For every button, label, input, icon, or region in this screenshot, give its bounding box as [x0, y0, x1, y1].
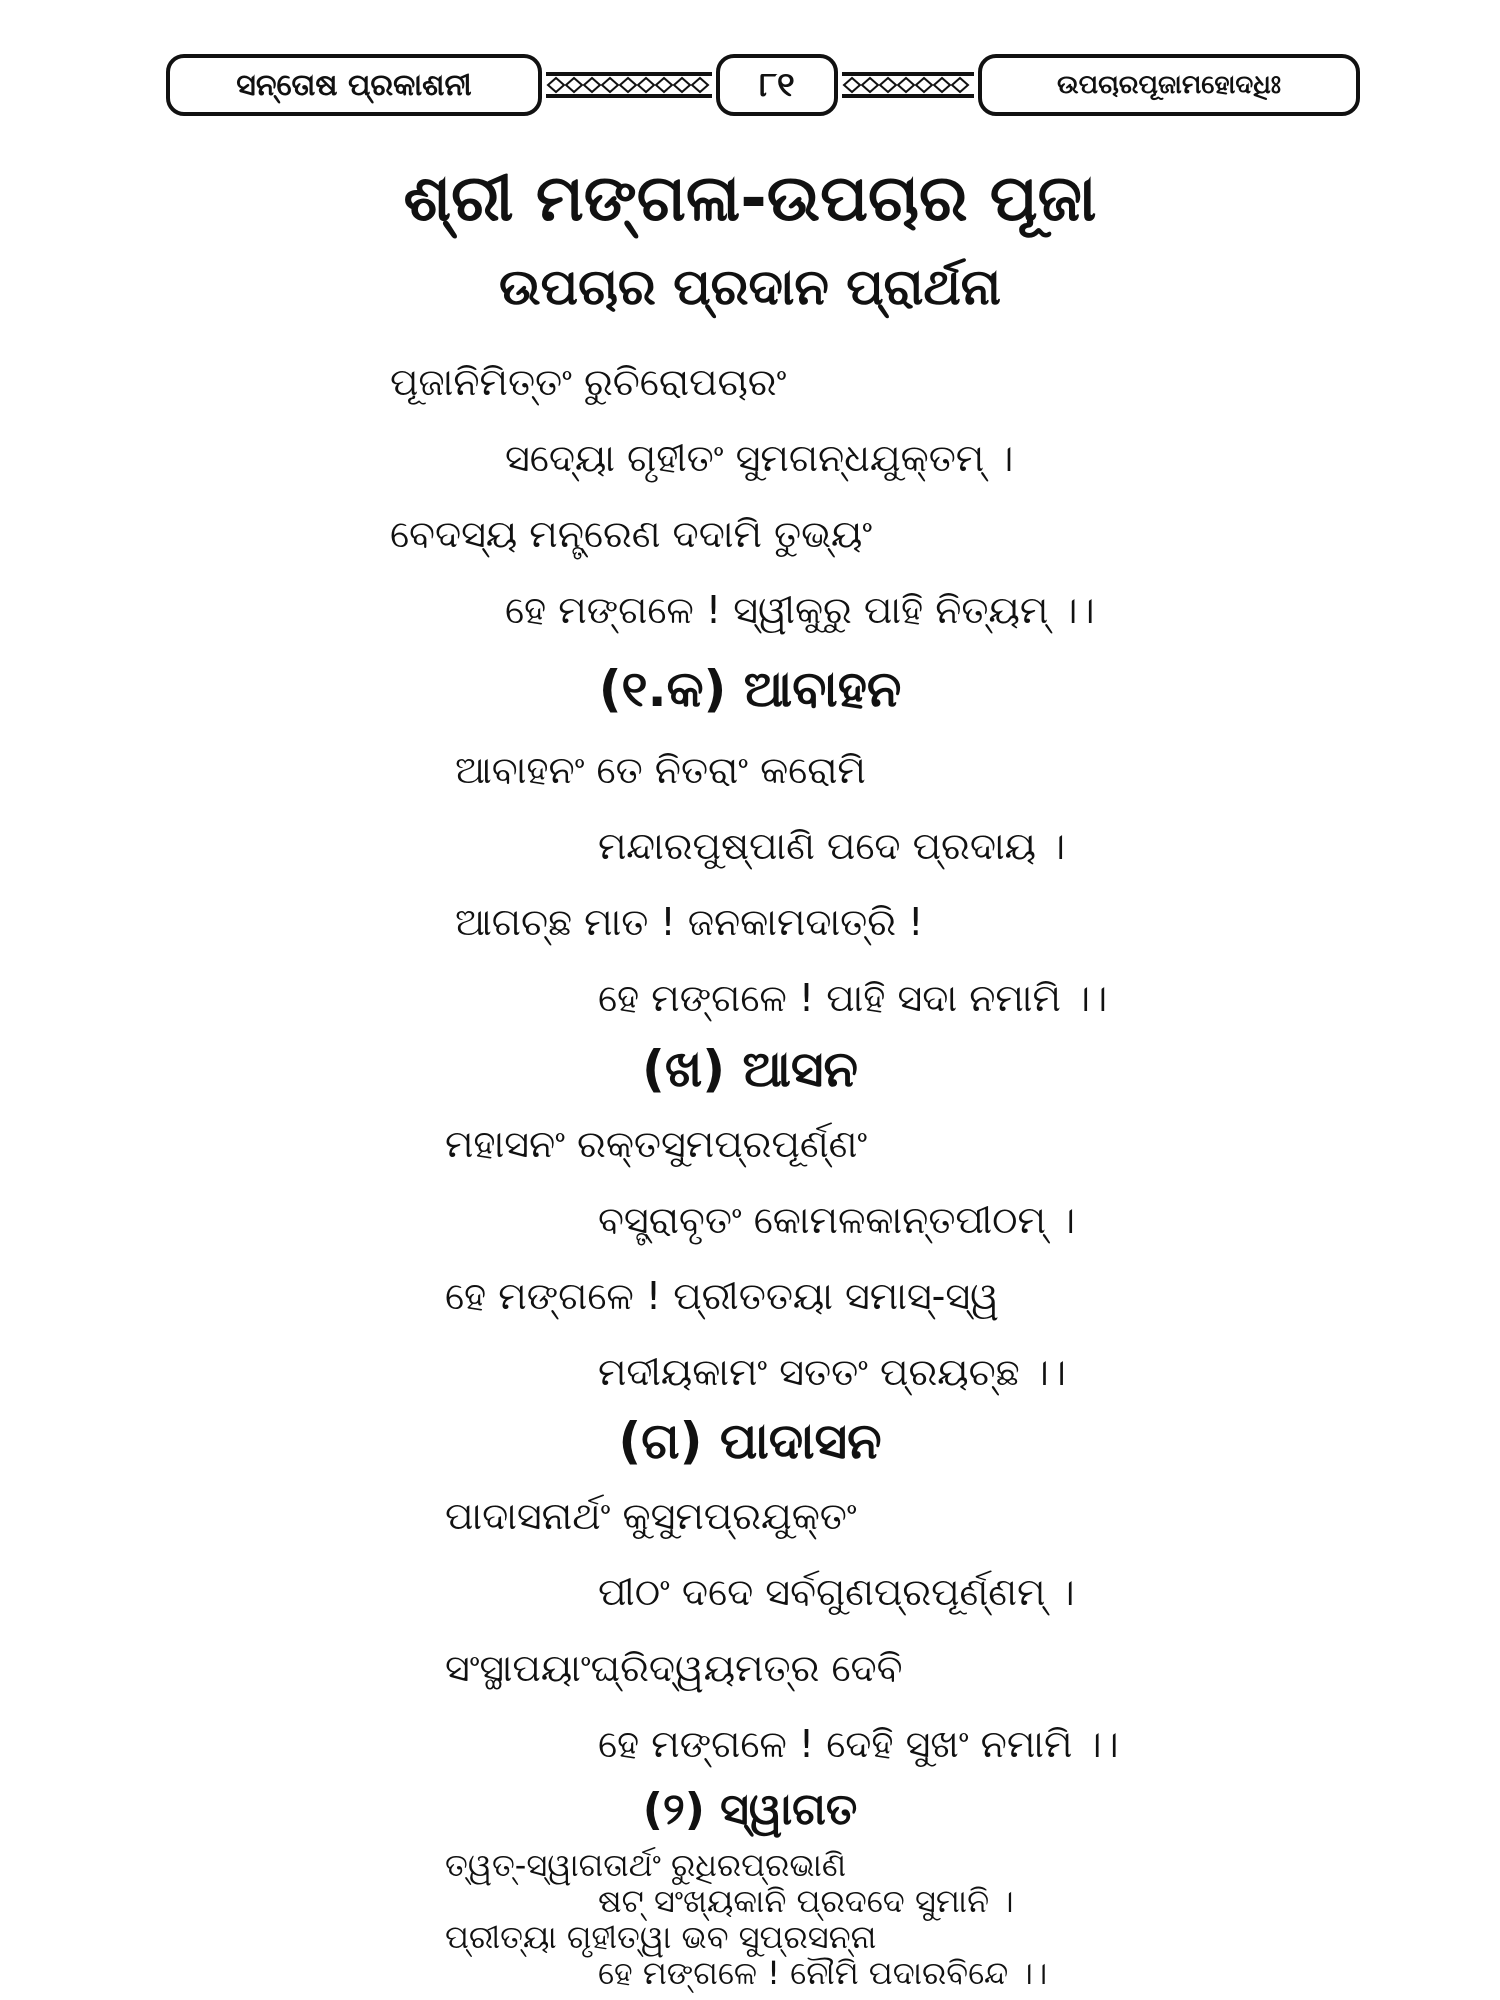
- publisher-label: ସନ୍ତୋଷ ପ୍ରକାଶନୀ: [166, 54, 542, 116]
- book-title-label: ଉପଚାରପୂଜାମହୋଦଧିଃ: [978, 54, 1360, 116]
- verse-line: ତ୍ୱତ୍-ସ୍ୱାଗତାର୍ଥଂ ରୁଧିରପ୍ରଭାଣି: [445, 1846, 847, 1884]
- verse-line: ହେ ମଙ୍ଗଳେ ! ଦେହି ସୁଖଂ ନମାମି ।।: [598, 1722, 1119, 1766]
- verse-line: ପ୍ରୀତ୍ୟା ଗୃହୀତ୍ୱା ଭବ ସୁପ୍ରସନ୍ନା: [445, 1918, 877, 1956]
- verse-line: ଆଗଚ୍ଛ ମାତ ! ଜନକାମଦାତ୍ରି !: [455, 900, 924, 944]
- verse-line: ମଦୀୟକାମଂ ସତତଂ ପ୍ରୟଚ୍ଛ ।।: [598, 1350, 1066, 1394]
- verse-line: ପାଦାସନାର୍ଥଂ କୁସୁମପ୍ରଯୁକ୍ତଂ: [445, 1494, 857, 1538]
- section-heading: (୨) ସ୍ୱାଗତ: [642, 1784, 858, 1835]
- verse-line: ମହାସନଂ ରକ୍ତସୁମପ୍ରପୂର୍ଣ୍ଣଂ: [445, 1122, 868, 1166]
- verse-line: ବେଦସ୍ୟ ମନ୍ତ୍ରେଣ ଦଦାମି ତୁଭ୍ୟଂ: [390, 512, 873, 556]
- verse-line: ଆବାହନଂ ତେ ନିତରାଂ କରୋମି: [455, 748, 866, 792]
- verse-line: ବସ୍ତ୍ରାବୃତଂ କୋମଳକାନ୍ତପୀଠମ୍ ।: [598, 1198, 1076, 1242]
- header-ornament-right: [842, 72, 974, 98]
- section-heading: (୧.କ) ଆବାହନ: [598, 660, 902, 718]
- verse-line: ହେ ମଙ୍ଗଳେ ! ପାହି ସଦା ନମାମି ।।: [598, 976, 1108, 1020]
- verse-line: ଷଟ୍ ସଂଖ୍ୟକାନି ପ୍ରଦଦେ ସୁମାନି ।: [598, 1882, 1014, 1920]
- verse-line: ମନ୍ଦାରପୁଷ୍ପାଣି ପଦେ ପ୍ରଦାୟ ।: [598, 824, 1066, 868]
- verse-line: ହେ ମଙ୍ଗଳେ ! ସ୍ୱୀକୁରୁ ପାହି ନିତ୍ୟମ୍ ।।: [505, 588, 1095, 632]
- verse-line: ପୂଜାନିମିତ୍ତଂ ରୁଚିରୋପଚାରଂ: [390, 360, 787, 404]
- page-number: ୮୧: [716, 54, 838, 116]
- verse-line: ହେ ମଙ୍ଗଳେ ! ପ୍ରୀତତୟା ସମାସ୍-ସ୍ୱ: [445, 1274, 999, 1318]
- page-title: ଶ୍ରୀ ମଙ୍ଗଳା-ଉପଚାର ପୂଜା: [403, 162, 1097, 236]
- page-header: [166, 54, 1366, 126]
- page-subtitle: ଉପଚାର ପ୍ରଦାନ ପ୍ରାର୍ଥନା: [499, 258, 1001, 316]
- section-heading: (ଖ) ଆସନ: [642, 1040, 858, 1098]
- section-heading: (ଗ) ପାଦାସନ: [618, 1412, 882, 1470]
- header-ornament-left: [546, 72, 712, 98]
- verse-line: ସଦ୍ୟୋ ଗୃହୀତଂ ସୁମଗନ୍ଧଯୁକ୍ତମ୍ ।: [505, 436, 1014, 480]
- verse-line: ସଂସ୍ଥାପୟାଂଘ୍ରିଦ୍ୱୟମତ୍ର ଦେବି: [445, 1646, 903, 1690]
- verse-line: ହେ ମଙ୍ଗଳେ ! ନୌମି ପଦାରବିନ୍ଦେ ।।: [598, 1954, 1048, 1992]
- verse-line: ପୀଠଂ ଦଦେ ସର୍ବଗୁଣପ୍ରପୂର୍ଣ୍ଣମ୍ ।: [598, 1570, 1075, 1614]
